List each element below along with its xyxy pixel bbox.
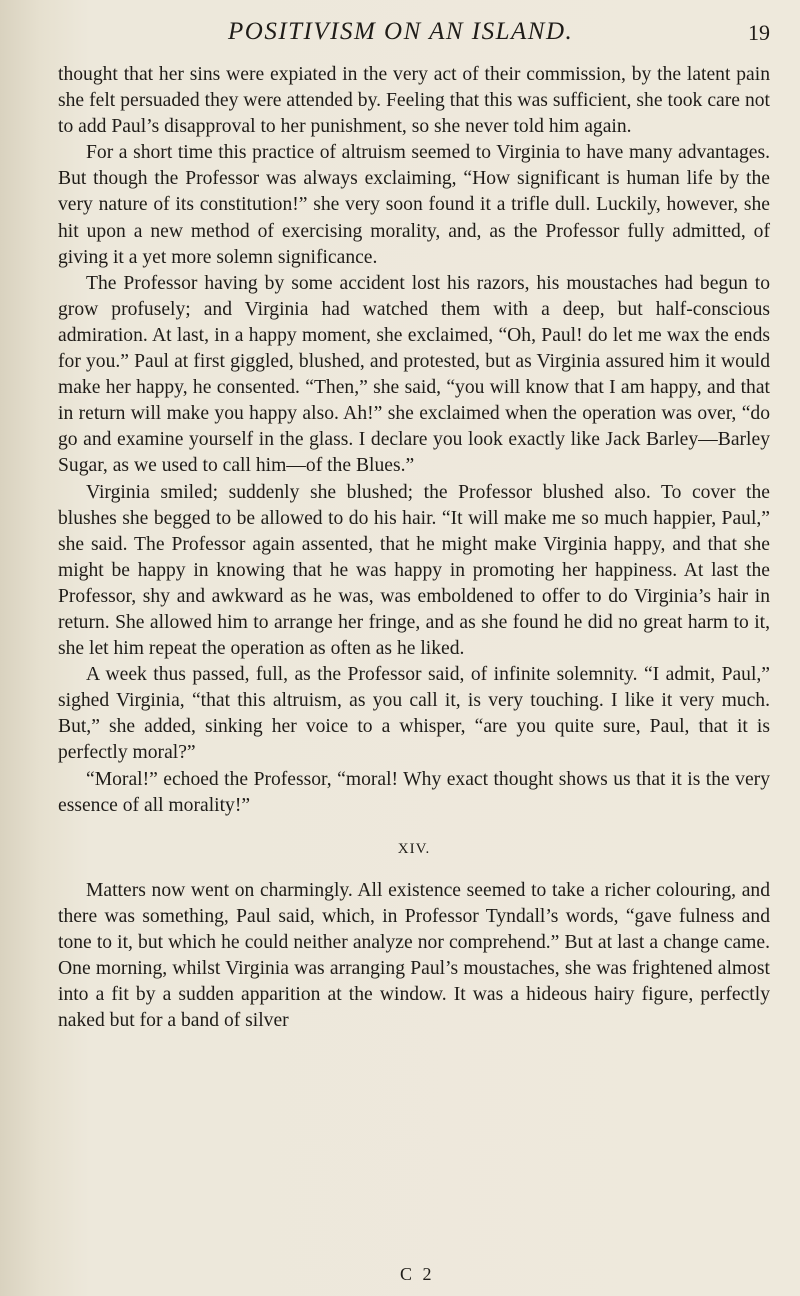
page-header [0,18,800,58]
paragraph: “Moral!” echoed the Professor, “moral! Why exact thought shows us that it is the very essence of all morality!” [58,768,770,816]
paragraph: A week thus passed, full, as the Professor said, of infinite solemnity. “I admit, Paul,” sighed Virginia, “that this altruism, as you call it, is very touching. I like it very much. But,” she added, sinking her voice to a whisper, “are you quite sure, Paul, that it is perfectly moral?” [58,664,770,764]
paragraph: thought that her sins were expiated in the very act of their commission, by the latent pain she felt persuaded they were attended by. Feeling that this was sufficient, she took care not to add Paul’s disapproval to her punishment, so she never told him again. [58,64,770,138]
signature-mark: C 2 [400,1264,435,1284]
paragraph: Matters now went on charmingly. All existence seemed to take a richer colouring, and there was something, Paul said, which, in Professor Tyndall’s words, “gave fulness and tone to it, but which he could neither analyze nor comprehend.” But at last a change came. One morning, whilst Virginia was arranging Paul’s moustaches, she was frightened almost into a fit by a sudden apparition at the window. It was a hideous hairy figure, perfectly naked but for a band of silver [58,879,770,1032]
paragraph: The Professor having by some accident lost his razors, his moustaches had begun to grow profusely; and Virginia had watched them with a deep, but half-conscious admiration. At last, in a happy moment, she exclaimed, “Oh, Paul! do let me wax the ends for you.” Paul at first giggled, blushed, and protested, but as Virginia assured him it would make her happy, he consented. “Then,” she said, “you will know that I am happy, and that in return will make you happy also. Ah!” she exclaimed when the operation was over, “do go and examine yourself in the glass. I declare you look exactly like Jack Barley—Barley Sugar, as we used to call him—of the Blues.” [58,272,770,477]
page-number: 19 [748,20,770,45]
paragraph: For a short time this practice of altruism seemed to Virginia to have many advantages. But though the Professor was always exclaiming, “How significant is human life by the very nature of its constitution!” she very soon found it a trifle dull. Luckily, however, she hit upon a new method of exercising morality, and, as the Professor fully admitted, of giving it a yet more solemn significance. [58,142,770,268]
running-head: POSITIVISM ON AN ISLAND. [228,18,574,45]
body-text [58,62,770,1034]
paragraph: Virginia smiled; suddenly she blushed; the Professor blushed also. To cover the blushes she begged to be allowed to do his hair. “It will make me so much happier, Paul,” she said. The Professor again assented, that he might make Virginia happy, and that she might be happy in knowing that he was happy in promoting her happiness. At last the Professor, shy and awkward as he was, was emboldened to offer to do Virginia’s hair in return. She allowed him to arrange her fringe, and as she found he did no great harm to it, she let him repeat the operation as often as he liked. [58,481,770,660]
section-heading: XIV. [397,840,431,857]
